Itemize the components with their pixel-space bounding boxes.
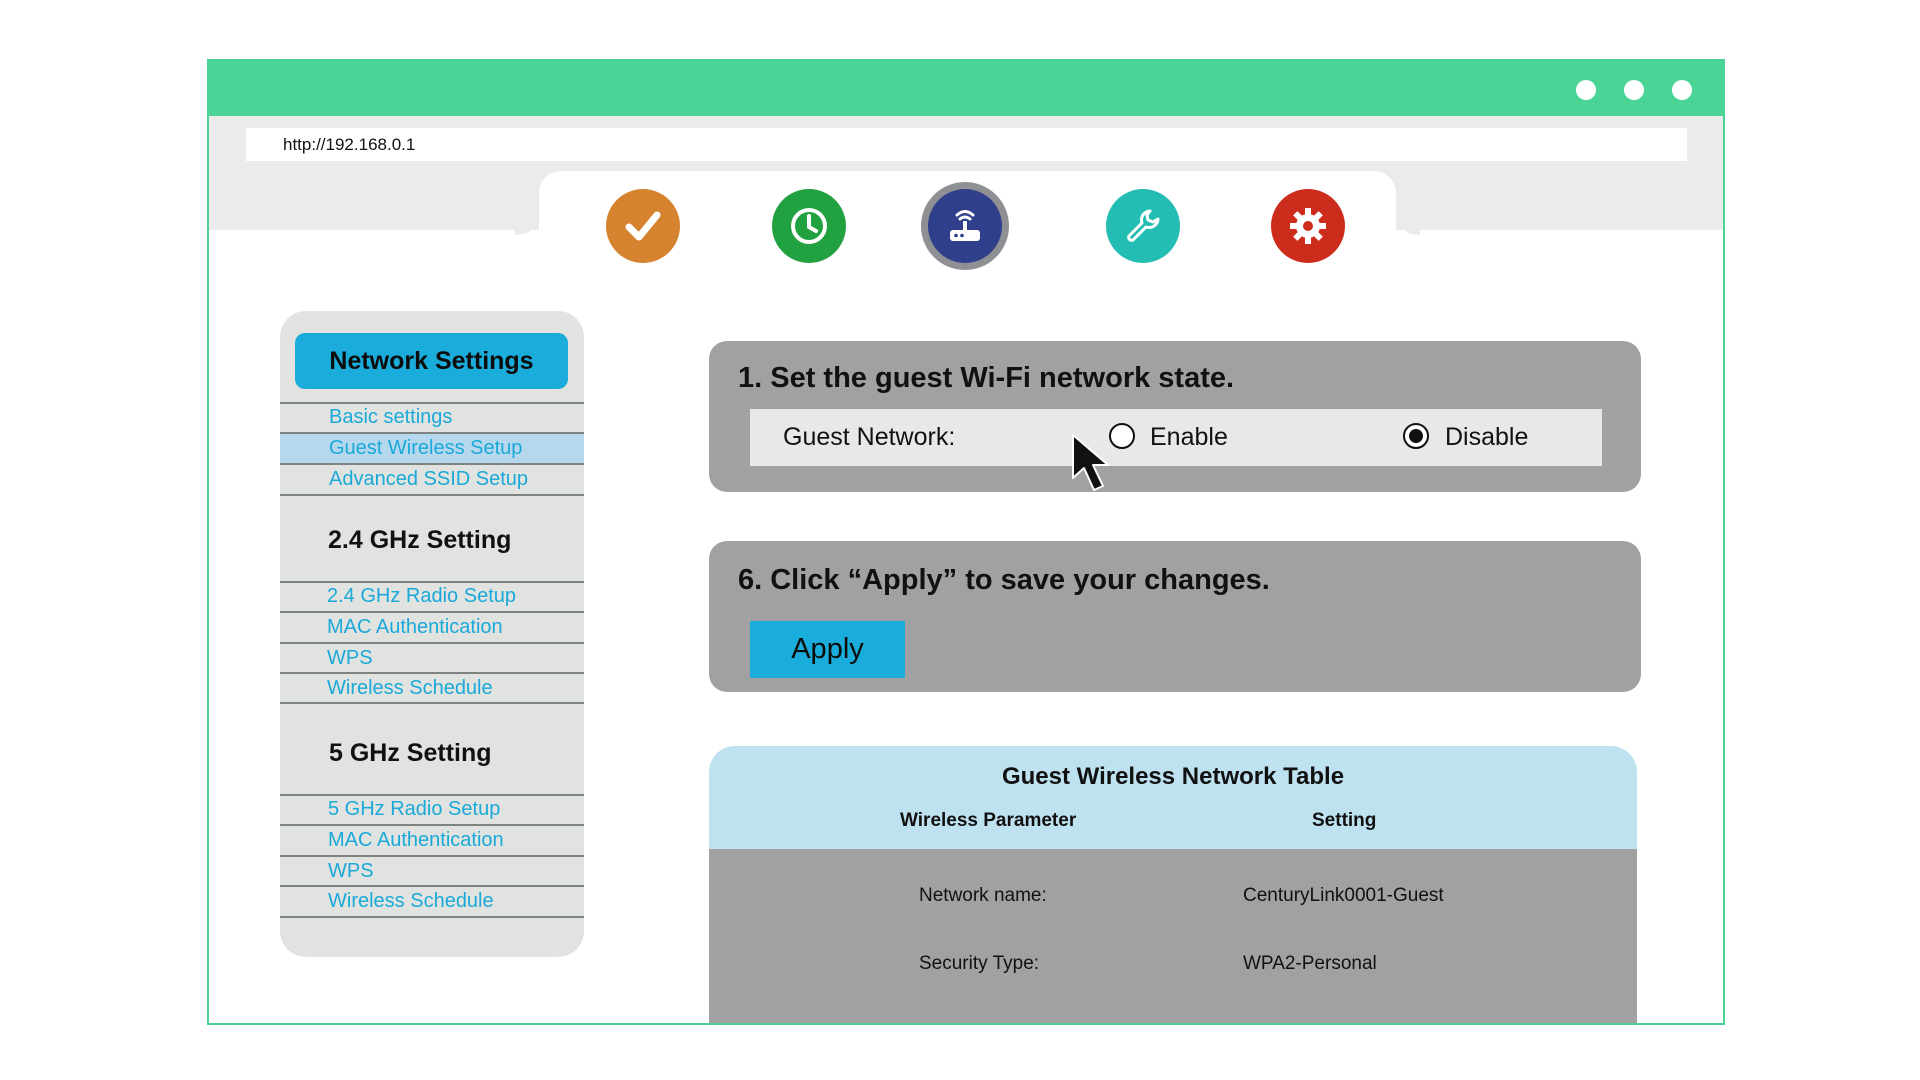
router-icon[interactable] <box>921 182 1009 270</box>
window-dot-3[interactable] <box>1672 80 1692 100</box>
chrome-curve-right <box>1396 175 1420 235</box>
url-bar[interactable]: http://192.168.0.1 <box>246 128 1687 161</box>
guest-network-label: Guest Network: <box>783 423 956 451</box>
section-title-24ghz: 2.4 GHz Setting <box>328 526 512 554</box>
sidebar-item-24-wireless-schedule[interactable]: Wireless Schedule <box>327 677 493 699</box>
gear-icon[interactable] <box>1271 189 1345 263</box>
apply-panel <box>709 541 1641 692</box>
radio-selected-dot <box>1409 429 1423 443</box>
window-dot-2[interactable] <box>1624 80 1644 100</box>
column-header-setting: Setting <box>1312 810 1377 831</box>
column-header-parameter: Wireless Parameter <box>900 810 1077 831</box>
apply-button[interactable]: Apply <box>750 621 905 678</box>
sidebar-item-24-mac-authentication[interactable]: MAC Authentication <box>327 616 503 638</box>
title-bar <box>209 61 1723 116</box>
network-name-value: CenturyLink0001-Guest <box>1243 885 1444 906</box>
settings-sidebar <box>280 311 584 957</box>
guest-network-table <box>709 746 1637 1025</box>
mouse-pointer-icon <box>1070 432 1118 496</box>
step1-title: 1. Set the guest Wi-Fi network state. <box>738 362 1235 394</box>
guest-network-row <box>750 409 1602 466</box>
disable-label[interactable]: Disable <box>1445 423 1529 451</box>
section-title-5ghz: 5 GHz Setting <box>329 739 492 767</box>
table-body <box>709 849 1637 1025</box>
step6-title: 6. Click “Apply” to save your changes. <box>738 564 1270 596</box>
sidebar-item-advanced-ssid-setup[interactable]: Advanced SSID Setup <box>329 468 529 490</box>
disable-radio[interactable] <box>1403 423 1429 449</box>
sidebar-item-5-mac-authentication[interactable]: MAC Authentication <box>328 829 504 851</box>
network-name-label: Network name: <box>919 885 1047 906</box>
sidebar-item-guest-wireless-setup[interactable]: Guest Wireless Setup <box>280 434 584 463</box>
sidebar-header[interactable]: Network Settings <box>295 333 568 389</box>
security-type-label: Security Type: <box>919 953 1040 974</box>
sidebar-item-5-radio-setup[interactable]: 5 GHz Radio Setup <box>328 798 501 820</box>
divider <box>280 494 584 496</box>
divider <box>280 916 584 918</box>
divider <box>280 702 584 704</box>
sidebar-item-5-wireless-schedule[interactable]: Wireless Schedule <box>328 890 494 912</box>
guest-state-panel <box>709 341 1641 492</box>
table-header <box>709 746 1637 849</box>
status-check-icon[interactable] <box>606 189 680 263</box>
browser-window <box>207 59 1725 1025</box>
window-dot-1[interactable] <box>1576 80 1596 100</box>
sidebar-item-24-wps[interactable]: WPS <box>327 647 373 669</box>
wrench-icon[interactable] <box>1106 189 1180 263</box>
sidebar-item-5-wps[interactable]: WPS <box>328 860 374 882</box>
table-title: Guest Wireless Network Table <box>1001 763 1345 790</box>
sidebar-item-basic-settings[interactable]: Basic settings <box>329 406 453 428</box>
clock-icon[interactable] <box>772 189 846 263</box>
security-type-value: WPA2-Personal <box>1243 953 1377 974</box>
enable-label[interactable]: Enable <box>1150 423 1228 451</box>
sidebar-item-24-radio-setup[interactable]: 2.4 GHz Radio Setup <box>327 585 516 607</box>
